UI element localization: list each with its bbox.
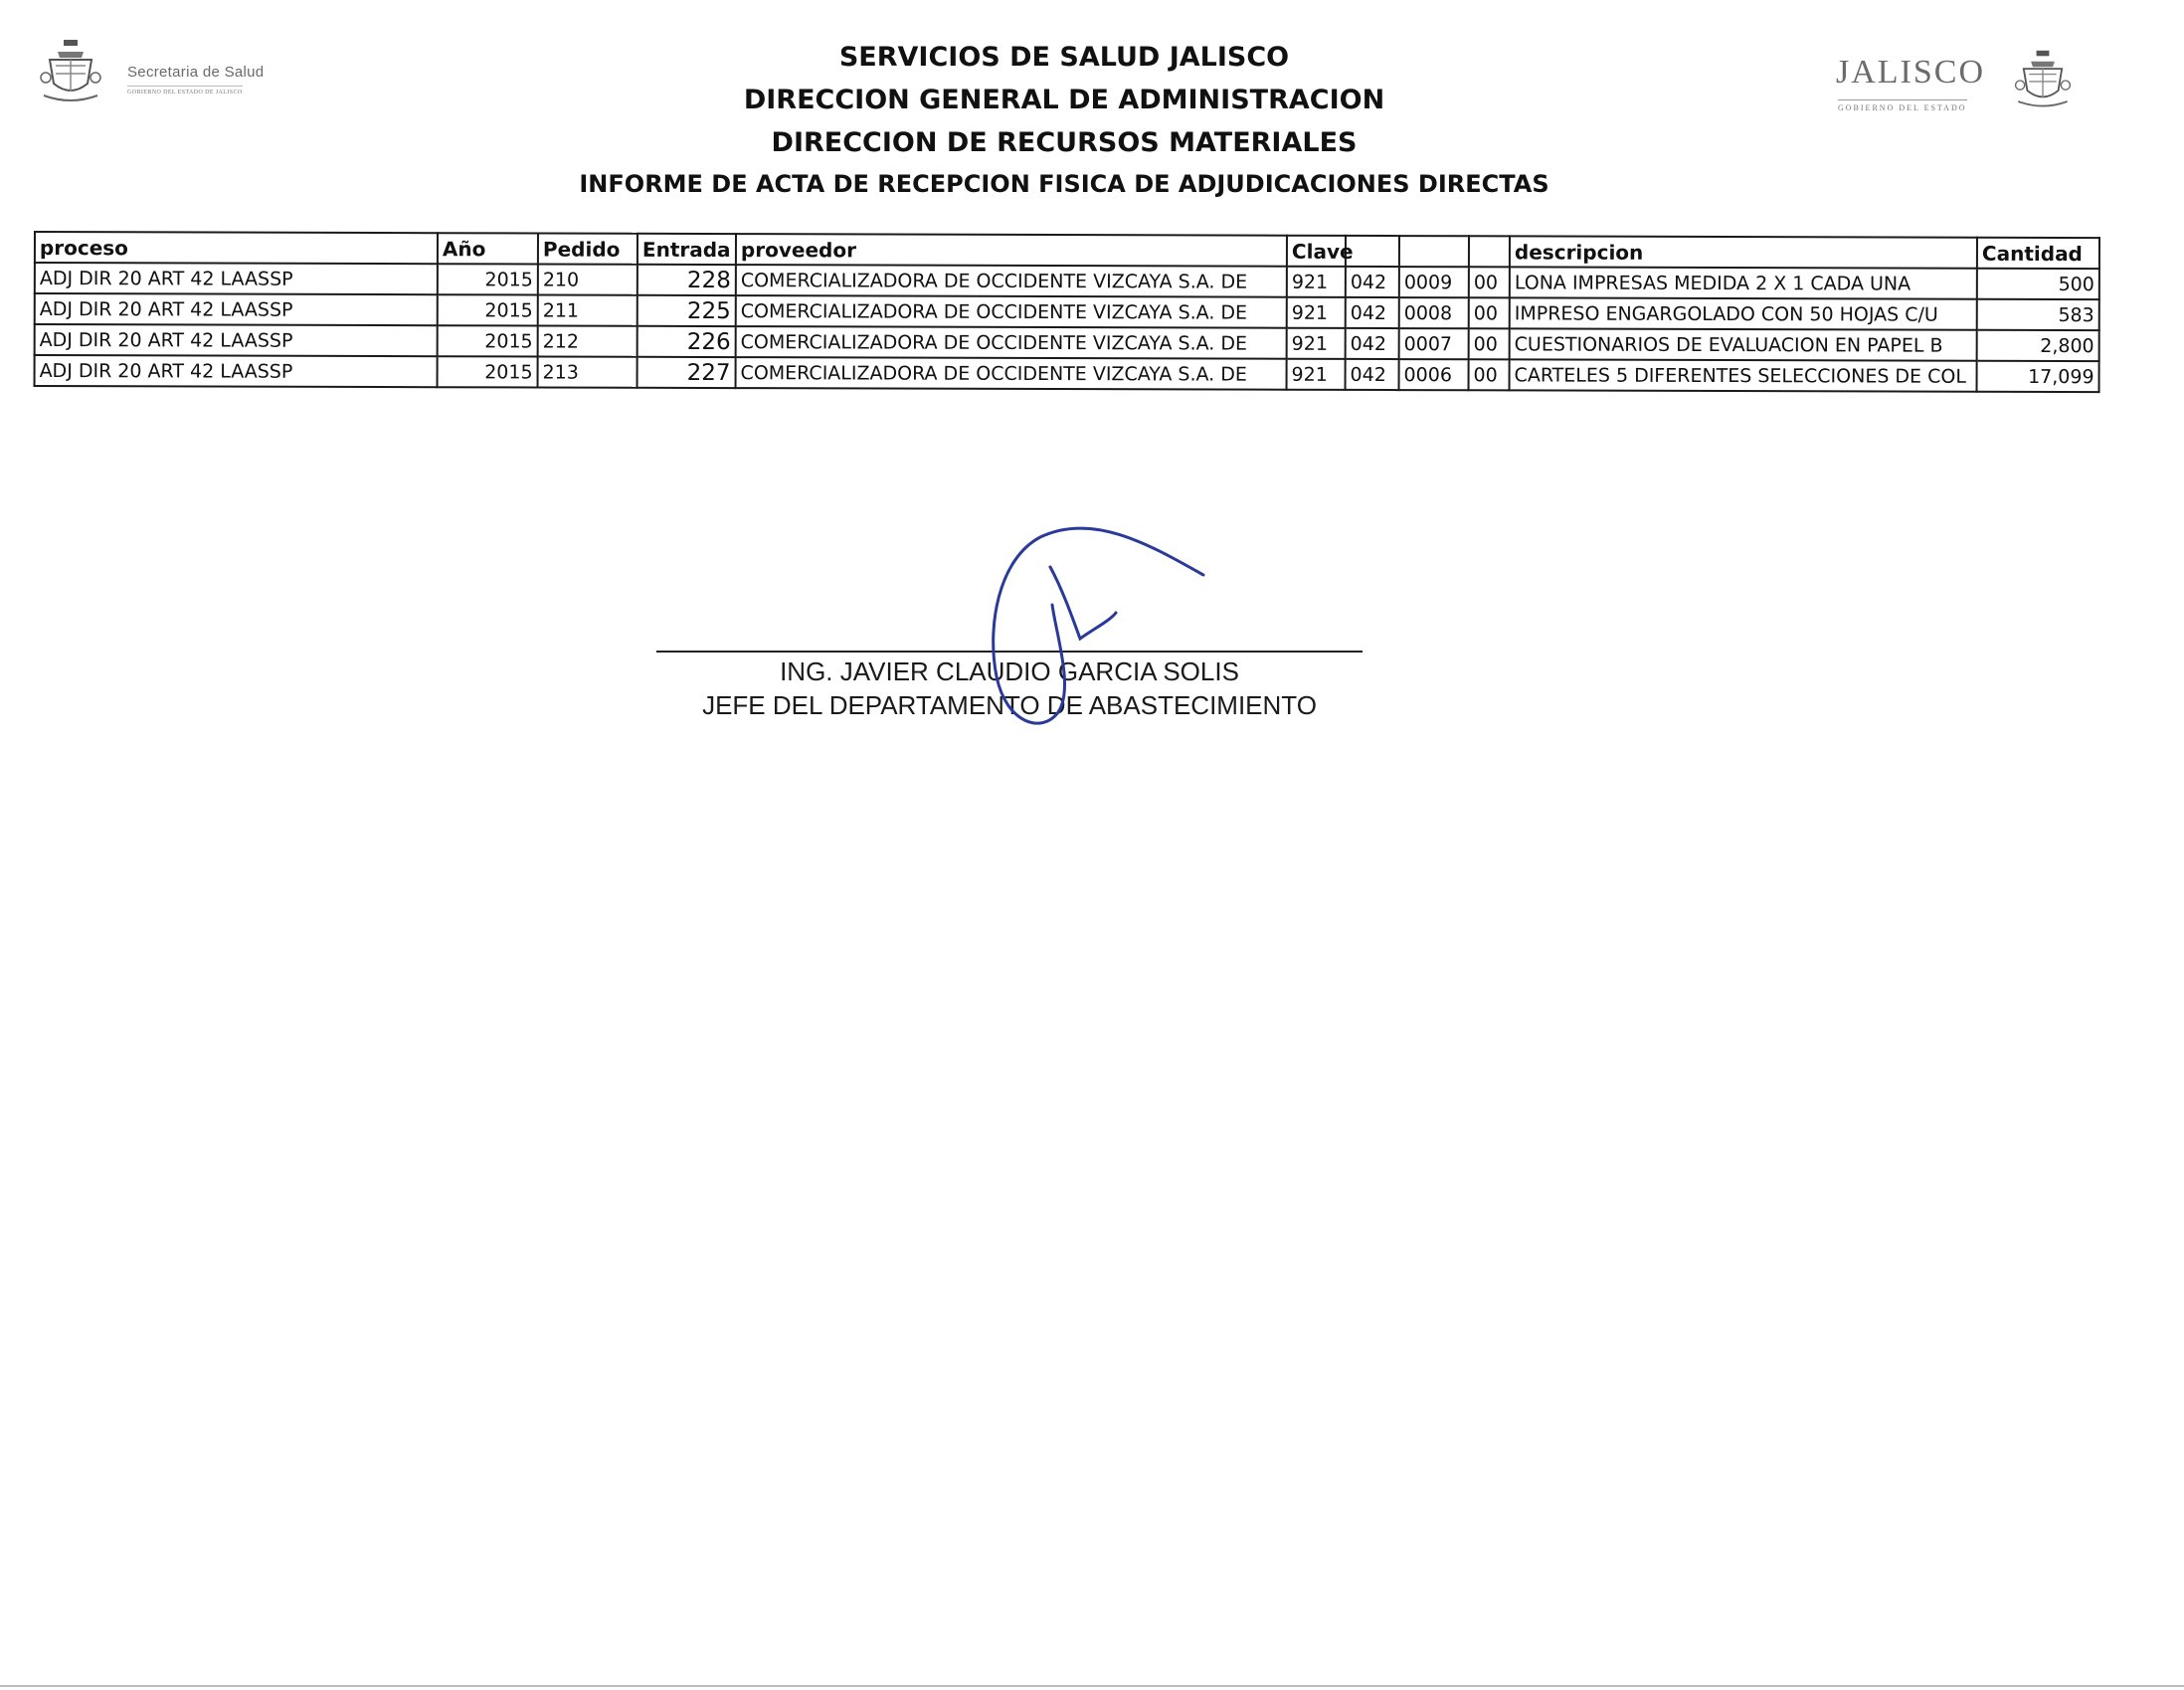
- header-clave-blank-2: [1399, 236, 1469, 267]
- signatory-name: ING. JAVIER CLAUDIO GARCIA SOLIS: [780, 657, 1239, 686]
- header-anio: Año: [438, 233, 538, 264]
- cell-clave-2: 042: [1346, 267, 1399, 297]
- recepcion-table: [34, 231, 2100, 393]
- cell-clave-1: 921: [1287, 328, 1346, 359]
- cell-clave-4: 00: [1469, 328, 1510, 359]
- table-row: [35, 355, 2099, 392]
- cell-clave-3: 0006: [1399, 359, 1469, 390]
- jalisco-coat-of-arms-icon: [2011, 48, 2075, 113]
- cell-proveedor: COMERCIALIZADORA DE OCCIDENTE VIZCAYA S.A. DE: [736, 295, 1287, 328]
- jalisco-logo: [1830, 50, 2079, 119]
- cell-proceso: ADJ DIR 20 ART 42 LAASSP: [35, 324, 438, 356]
- secretaria-subtitle: GOBIERNO DEL ESTADO DE JALISCO: [127, 86, 243, 95]
- recepcion-table-wrapper: [34, 231, 2098, 393]
- cell-cantidad: 2,800: [1977, 330, 2099, 361]
- cell-clave-2: 042: [1346, 297, 1399, 328]
- handwritten-signature-icon: [985, 517, 1223, 736]
- cell-entrada: 228: [637, 265, 736, 295]
- cell-clave-3: 0008: [1399, 297, 1469, 328]
- header-cantidad: Cantidad: [1977, 238, 2099, 269]
- page-bottom-edge: [0, 1685, 2184, 1687]
- heading-line-1: SERVICIOS DE SALUD JALISCO: [838, 42, 1290, 73]
- cell-proveedor: COMERCIALIZADORA DE OCCIDENTE VIZCAYA S.A. DE: [736, 357, 1287, 390]
- cell-clave-4: 00: [1469, 267, 1510, 297]
- cell-entrada: 225: [637, 295, 736, 326]
- cell-cantidad: 500: [1977, 269, 2099, 299]
- header-clave: Clave: [1287, 236, 1346, 267]
- header-clave-blank-3: [1469, 236, 1510, 267]
- cell-pedido: 210: [538, 265, 637, 295]
- signatory-title: JEFE DEL DEPARTAMENTO DE ABASTECIMIENTO: [702, 690, 1317, 720]
- cell-clave-1: 921: [1287, 297, 1346, 328]
- cell-clave-3: 0009: [1399, 267, 1469, 297]
- cell-clave-4: 00: [1469, 297, 1510, 328]
- heading-line-3: DIRECCION DE RECURSOS MATERIALES: [771, 127, 1358, 158]
- cell-anio: 2015: [438, 325, 538, 356]
- cell-cantidad: 583: [1977, 299, 2099, 330]
- header-entrada: Entrada: [637, 234, 736, 265]
- heading-line-4: INFORME DE ACTA DE RECEPCION FISICA DE ADJUDICACIONES DIRECTAS: [579, 170, 1549, 198]
- cell-pedido: 213: [538, 357, 637, 388]
- cell-descripcion: CUESTIONARIOS DE EVALUACION EN PAPEL B: [1510, 328, 1977, 360]
- cell-proceso: ADJ DIR 20 ART 42 LAASSP: [35, 263, 438, 294]
- cell-cantidad: 17,099: [1977, 361, 2099, 392]
- secretaria-name: Secretaria de Salud: [127, 64, 265, 81]
- cell-clave-4: 00: [1469, 359, 1510, 390]
- cell-entrada: 227: [637, 357, 736, 388]
- cell-anio: 2015: [438, 264, 538, 294]
- cell-descripcion: LONA IMPRESAS MEDIDA 2 X 1 CADA UNA: [1510, 267, 1977, 298]
- secretaria-salud-logo: [36, 38, 294, 107]
- cell-clave-1: 921: [1287, 359, 1346, 390]
- cell-clave-3: 0007: [1399, 328, 1469, 359]
- cell-anio: 2015: [438, 294, 538, 325]
- cell-anio: 2015: [438, 356, 538, 387]
- cell-descripcion: CARTELES 5 DIFERENTES SELECCIONES DE COL: [1510, 359, 1977, 391]
- header-proveedor: proveedor: [736, 234, 1287, 267]
- cell-pedido: 211: [538, 295, 637, 326]
- heading-line-2: DIRECCION GENERAL DE ADMINISTRACION: [743, 85, 1385, 115]
- cell-clave-1: 921: [1287, 267, 1346, 297]
- header-clave-blank-1: [1346, 236, 1399, 267]
- cell-proveedor: COMERCIALIZADORA DE OCCIDENTE VIZCAYA S.A. DE: [736, 326, 1287, 359]
- cell-pedido: 212: [538, 326, 637, 357]
- cell-clave-2: 042: [1346, 328, 1399, 359]
- cell-proceso: ADJ DIR 20 ART 42 LAASSP: [35, 355, 438, 387]
- header-descripcion: descripcion: [1510, 236, 1977, 268]
- jalisco-subtitle: GOBIERNO DEL ESTADO: [1838, 99, 1967, 112]
- document-heading: [517, 36, 1611, 204]
- cell-proveedor: COMERCIALIZADORA DE OCCIDENTE VIZCAYA S.A. DE: [736, 265, 1287, 297]
- header-proceso: proceso: [35, 232, 438, 264]
- header-pedido: Pedido: [538, 234, 637, 265]
- cell-clave-2: 042: [1346, 359, 1399, 390]
- cell-entrada: 226: [637, 326, 736, 357]
- cell-proceso: ADJ DIR 20 ART 42 LAASSP: [35, 293, 438, 325]
- coat-of-arms-icon: [36, 38, 105, 107]
- jalisco-wordmark: JALISCO: [1836, 54, 1986, 91]
- cell-descripcion: IMPRESO ENGARGOLADO CON 50 HOJAS C/U: [1510, 297, 1977, 329]
